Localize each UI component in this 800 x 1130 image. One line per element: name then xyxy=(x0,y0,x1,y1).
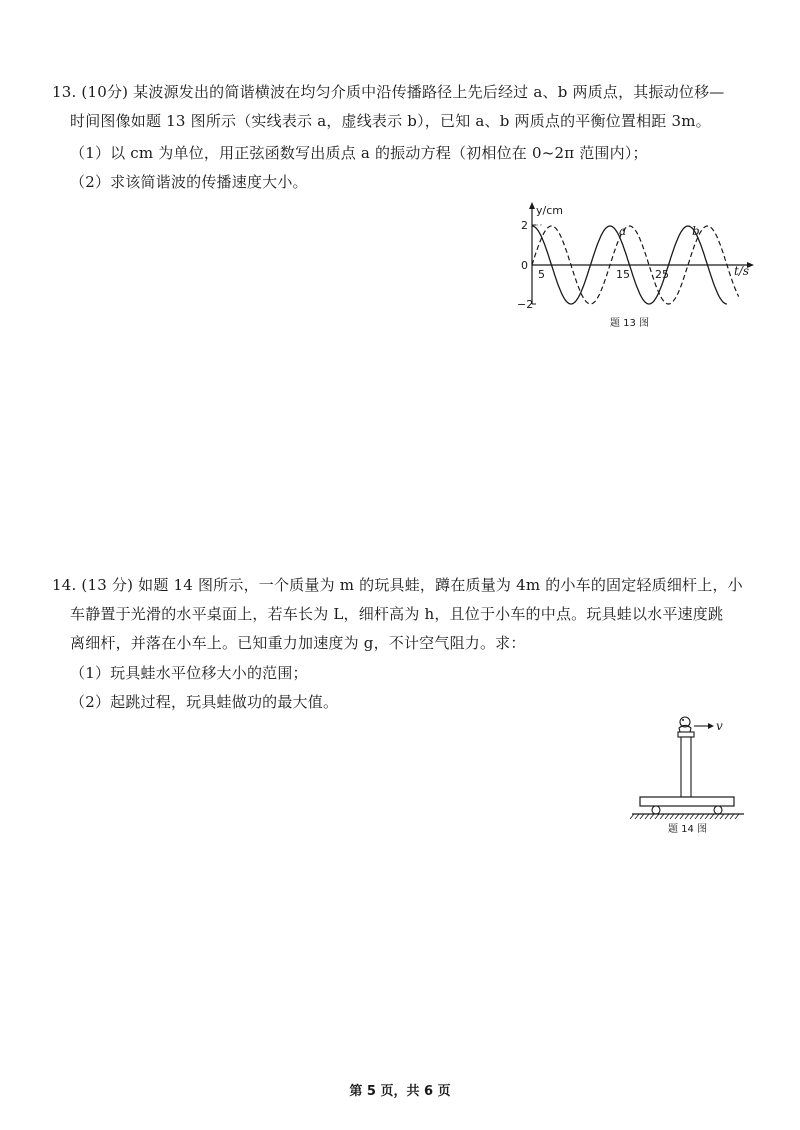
rod-top xyxy=(678,732,694,737)
y-tick-pos: 2 xyxy=(521,219,528,232)
x-tick-25: 25 xyxy=(655,268,669,281)
curve-b-label: b xyxy=(692,224,700,238)
cart-wheel-right xyxy=(714,806,722,814)
q13-subquestion-1: （1）以 cm 为单位，用正弦函数写出质点 a 的振动方程（初相位在 0~2π 范围内）； xyxy=(70,144,648,162)
q14-figure xyxy=(628,710,748,838)
q14-subquestion-1: （1）玩具蛙水平位移大小的范围； xyxy=(70,664,308,682)
q13-question-line: 13. (10分) 某波源发出的简谐横波在均匀介质中沿传播路径上先后经过 a、b 两质点，其振动位移— xyxy=(52,83,725,101)
q13-figure xyxy=(512,200,762,335)
q14-question-line: 14. (13 分) 如题 14 图所示，一个质量为 m 的玩具蛙，蹲在质量为 4m 的小车的固定轻质细杆上，小 xyxy=(52,576,743,594)
x-tick-5: 5 xyxy=(538,268,545,281)
cart-wheel-left xyxy=(652,806,660,814)
y-axis-label: y/cm xyxy=(536,204,563,217)
cart-body xyxy=(640,797,734,806)
curve-a-label: a xyxy=(619,224,627,238)
ground-hatching xyxy=(630,814,739,819)
y-tick-neg: −2 xyxy=(517,298,534,311)
q13-question-line: 时间图像如题 13 图所示（实线表示 a，虚线表示 b），已知 a、b 两质点的平衡位置相距 3m。 xyxy=(70,112,711,130)
rod xyxy=(681,737,691,797)
y-axis-arrow xyxy=(529,202,535,209)
origin-label: 0 xyxy=(521,259,528,272)
velocity-label: v xyxy=(716,719,723,733)
page-footer: 第 5 页，共 6 页 xyxy=(349,1084,451,1099)
q14-subquestion-2: （2）起跳过程，玩具蛙做功的最大值。 xyxy=(70,693,339,711)
q13-subquestion-2: （2）求该简谐波的传播速度大小。 xyxy=(70,173,308,191)
x-axis-label: t/s xyxy=(734,264,750,278)
q14-question-line: 车静置于光滑的水平桌面上，若车长为 L，细杆高为 h，且位于小车的中点。玩具蛙以水平速度跳 xyxy=(70,605,724,623)
q14-figure-caption: 题 14 图 xyxy=(668,824,708,835)
toy-frog-icon xyxy=(679,717,691,732)
x-tick-15: 15 xyxy=(616,268,630,281)
q13-figure-caption: 题 13 图 xyxy=(610,318,650,329)
q14-question-line: 离细杆，并落在小车上。已知重力加速度为 g，不计空气阻力。求： xyxy=(70,634,526,652)
